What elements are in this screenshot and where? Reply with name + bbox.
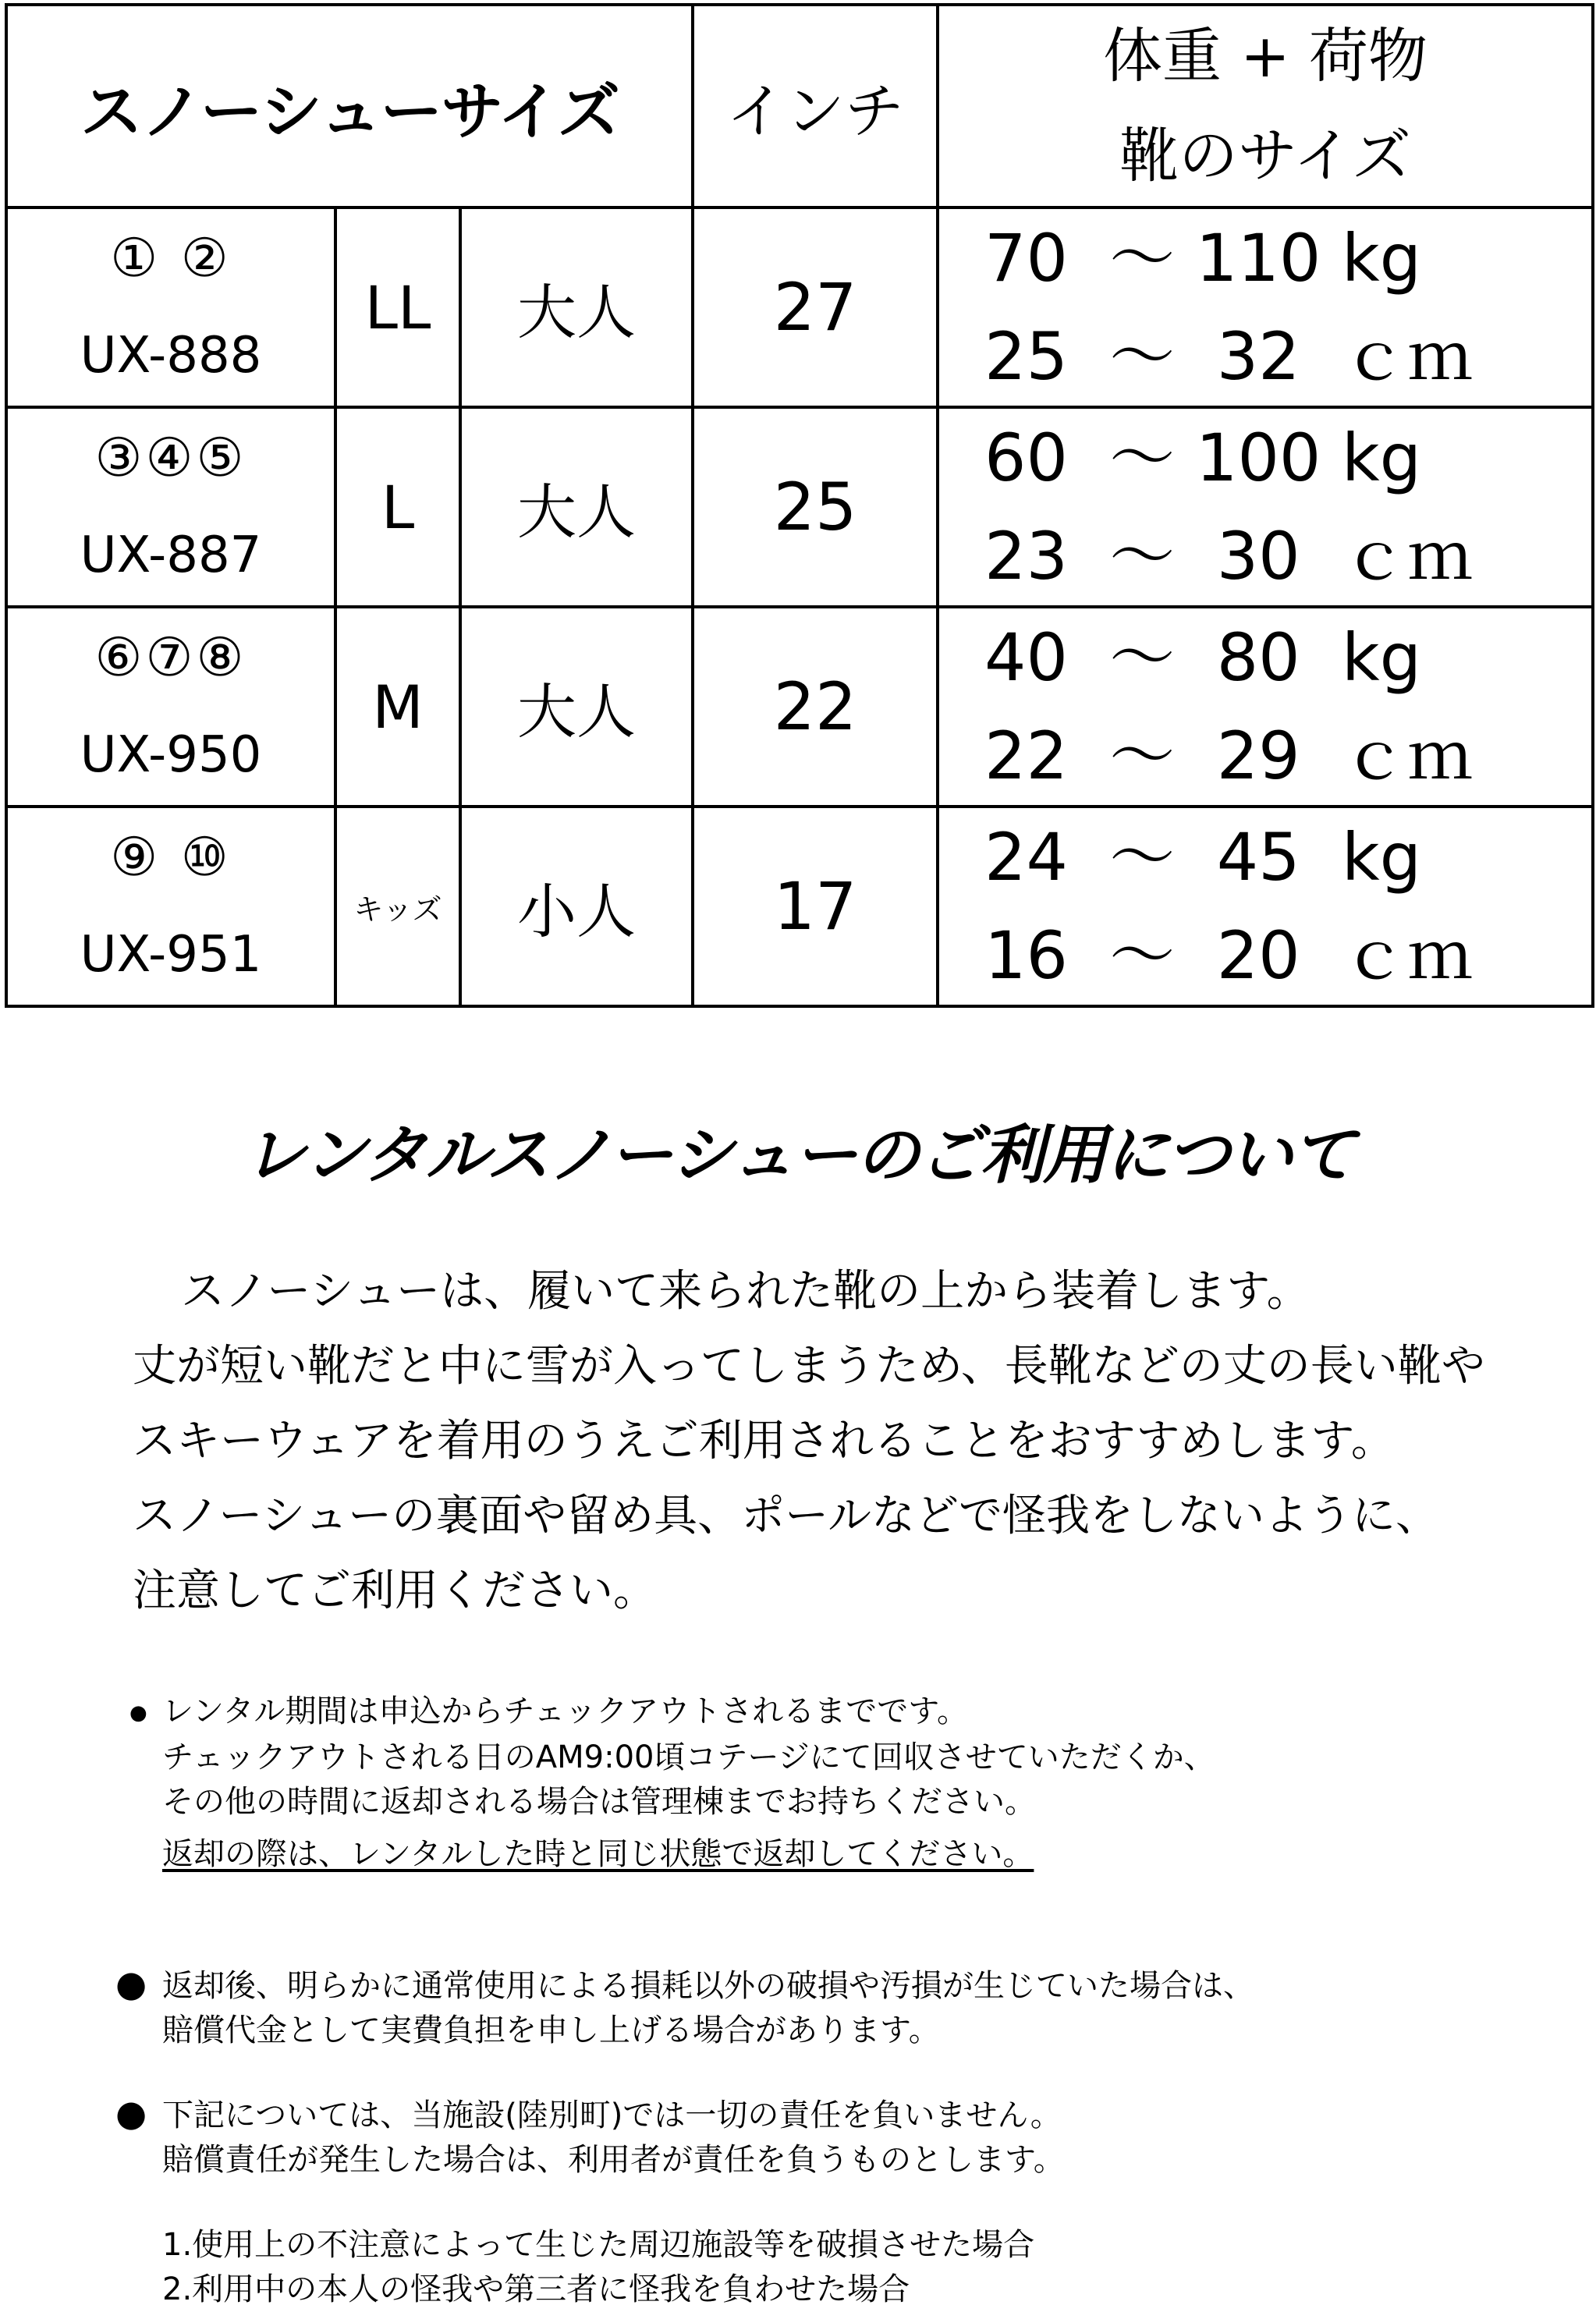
model-numbers: ③④⑤ (94, 427, 247, 489)
model-code: UX-887 (80, 527, 262, 584)
size-label: キッズ (335, 807, 460, 1006)
rental-period-note (129, 1690, 1573, 1877)
age-group: 大人 (460, 607, 693, 807)
header-inch: インチ (693, 5, 938, 207)
note-line: 賠償代金として実費負担を申し上げる場合があります。 (162, 2012, 940, 2048)
range-cell (938, 207, 1593, 407)
weight-range: 24 ～ 45 kg (984, 819, 1421, 895)
model-cell (6, 207, 335, 407)
size-label: LL (335, 207, 460, 407)
range-cell (938, 807, 1593, 1006)
weight-range: 70 ～ 110 kg (984, 220, 1422, 296)
age-group: 小人 (460, 807, 693, 1006)
table-row (6, 607, 1593, 807)
header-snowshoe-size: スノーシューサイズ (6, 5, 693, 207)
header-weight: 体重 + 荷物 (1103, 21, 1428, 90)
bullet-icon: ● (129, 1700, 147, 1725)
note-line: レンタル期間は申込からチェックアウトされるまでです。 (162, 1693, 968, 1729)
liability-note (115, 2091, 1559, 2312)
note-line: 返却後、明らかに通常使用による損耗以外の破損や汚損が生じていた場合は、 (162, 1968, 1254, 2004)
model-numbers: ⑨ ⑩ (110, 827, 232, 888)
size-label: L (335, 407, 460, 607)
inch-value: 27 (693, 207, 938, 407)
model-code: UX-951 (80, 926, 262, 984)
rental-notice-title: レンタルスノーシューのご利用について (242, 1119, 1354, 1193)
shoe-range: 25 ～ 32 ｃｍ (984, 318, 1473, 395)
model-cell (6, 807, 335, 1006)
weight-range: 40 ～ 80 kg (984, 619, 1421, 696)
shoe-range: 16 ～ 20 ｃｍ (984, 917, 1473, 994)
note-line: チェックアウトされる日のAM9:00頃コテージにて回収させていただくか、 (162, 1739, 1215, 1775)
shoe-range: 22 ～ 29 ｃｍ (984, 718, 1473, 794)
header-weight-shoe (938, 5, 1593, 207)
intro-line: 丈が短い靴だと中に雪が入ってしまうため、長靴などの丈の長い靴や (133, 1341, 1485, 1392)
bullet-icon: ● (115, 1963, 147, 2005)
damage-note (115, 1962, 1559, 2053)
note-line: 賠償責任が発生した場合は、利用者が責任を負うものとします。 (162, 2142, 1065, 2178)
intro-line: スノーシューの裏面や留め具、ポールなどで怪我をしないように、 (133, 1491, 1439, 1541)
note-line: その他の時間に返却される場合は管理棟までお持ちください。 (162, 1783, 1036, 1820)
return-condition-note: 返却の際は、レンタルした時と同じ状態で返却してください。 (162, 1835, 1034, 1872)
inch-value: 25 (693, 407, 938, 607)
weight-range: 60 ～ 100 kg (984, 420, 1422, 496)
model-cell (6, 407, 335, 607)
model-numbers: ① ② (110, 228, 232, 289)
liability-item: 1.使用上の不注意によって生じた周辺施設等を破損させた場合 (162, 2227, 1035, 2263)
liability-item: 2.利用中の本人の怪我や第三者に怪我を負わせた場合 (162, 2271, 910, 2307)
age-group: 大人 (460, 407, 693, 607)
table-row (6, 407, 1593, 607)
age-group: 大人 (460, 207, 693, 407)
model-code: UX-888 (80, 327, 262, 385)
table-row (6, 807, 1593, 1006)
bullet-icon: ● (115, 2092, 147, 2134)
table-header-row (6, 5, 1593, 207)
snowshoe-size-table (5, 3, 1594, 1008)
intro-line: スキーウェアを着用のうえご利用されることをおすすめします。 (133, 1416, 1395, 1466)
model-numbers: ⑥⑦⑧ (94, 627, 247, 689)
size-label: M (335, 607, 460, 807)
inch-value: 22 (693, 607, 938, 807)
inch-value: 17 (693, 807, 938, 1006)
table-row (6, 207, 1593, 407)
intro-paragraph (133, 1254, 1568, 1629)
range-cell (938, 607, 1593, 807)
intro-line: 注意してご利用ください。 (133, 1566, 657, 1616)
model-cell (6, 607, 335, 807)
model-code: UX-950 (80, 726, 262, 784)
range-cell (938, 407, 1593, 607)
header-shoe-size: 靴のサイズ (1119, 121, 1411, 190)
shoe-range: 23 ～ 30 ｃｍ (984, 518, 1473, 594)
note-line: 下記については、当施設(陸別町)では一切の責任を負いません。 (162, 2097, 1062, 2133)
intro-line: スノーシューは、履いて来られた靴の上から装着します。 (181, 1266, 1310, 1317)
